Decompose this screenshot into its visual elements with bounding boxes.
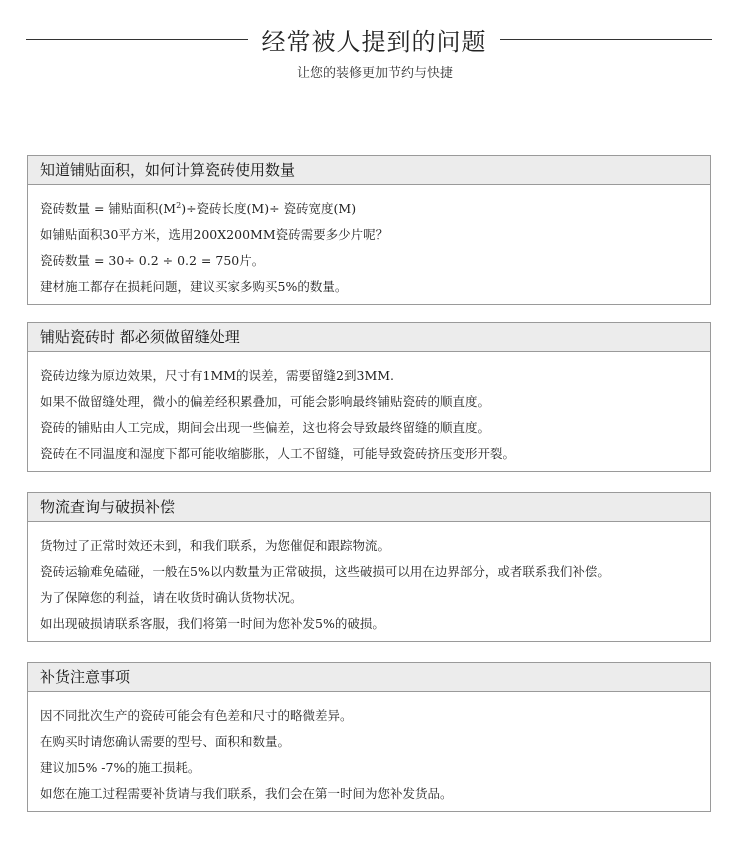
section-title: 知道铺贴面积，如何计算瓷砖使用数量 [28,156,710,185]
section-line: 瓷砖运输难免磕碰，一般在5%以内数量为正常破损，这些破损可以用在边界部分，或者联系我们补偿。 [40,564,610,579]
faq-section-grout-gap [27,322,711,472]
section-line: 如果不做留缝处理，微小的偏差经积累叠加，可能会影响最终铺贴瓷砖的顺直度。 [40,394,491,409]
section-line: 瓷砖数量 = 30÷ 0.2 ÷ 0.2 = 750片。 [40,253,265,268]
faq-section-tile-calculation [27,155,711,305]
formula-tail: )÷瓷砖长度(M)÷ 瓷砖宽度(M) [181,201,357,216]
formula-line [40,198,710,224]
section-line: 如您在施工过程需要补货请与我们联系，我们会在第一时间为您补发货品。 [40,786,453,801]
section-title: 铺贴瓷砖时 都必须做留缝处理 [28,323,710,352]
header-divider-left [26,39,248,40]
section-line: 在购买时请您确认需要的型号、面积和数量。 [40,734,291,749]
section-title: 物流查询与破损补偿 [28,493,710,522]
section-line: 建材施工都存在损耗问题，建议买家多购买5%的数量。 [40,279,348,294]
section-line: 瓷砖边缘为原边效果，尺寸有1MM的误差，需要留缝2到3MM. [40,368,395,383]
section-line: 建议加5% -7%的施工损耗。 [40,760,201,775]
section-line: 瓷砖在不同温度和湿度下都可能收缩膨胀，人工不留缝，可能导致瓷砖挤压变形开裂。 [40,446,516,461]
section-line: 如出现破损请联系客服，我们将第一时间为您补发5%的破损。 [40,616,385,631]
section-line: 因不同批次生产的瓷砖可能会有色差和尺寸的略微差异。 [40,708,353,723]
faq-section-logistics [27,492,711,642]
page-subtitle: 让您的装修更加节约与快捷 [296,66,453,81]
section-title: 补货注意事项 [28,663,710,692]
header-divider-right [500,39,712,40]
section-line: 瓷砖的铺贴由人工完成，期间会出现一些偏差，这也将会导致最终留缝的顺直度。 [40,420,491,435]
formula-text: 瓷砖数量 = 铺贴面积(M [40,201,177,216]
faq-section-restock [27,662,711,812]
formula-superscript: 2 [176,201,182,210]
page-header [0,0,750,90]
section-line: 如铺贴面积30平方米，选用200X200MM瓷砖需要多少片呢？ [40,227,389,242]
section-line: 为了保障您的利益，请在收货时确认货物状况。 [40,590,303,605]
page-title: 经常被人提到的问题 [261,28,487,56]
section-line: 货物过了正常时效还未到，和我们联系，为您催促和跟踪物流。 [40,538,391,553]
